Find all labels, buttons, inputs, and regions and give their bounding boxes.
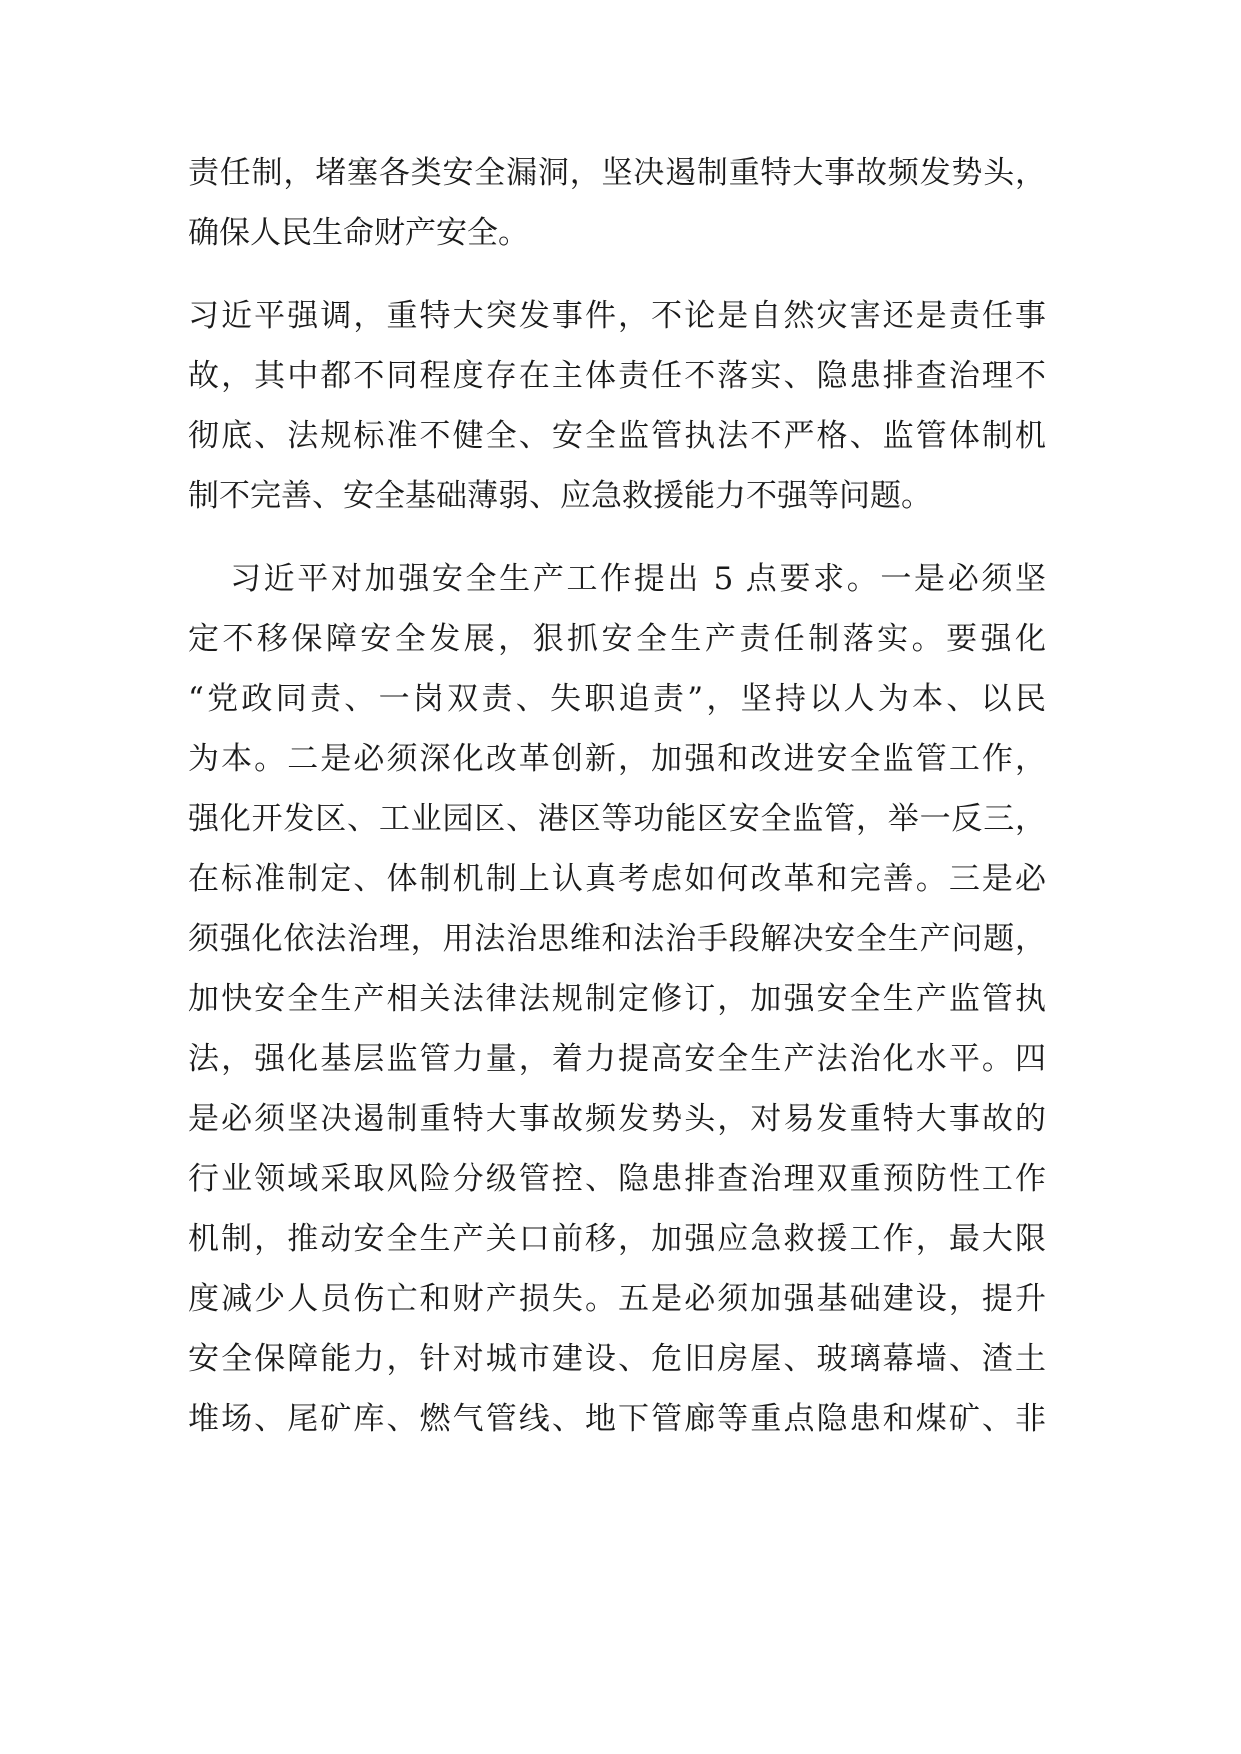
text-line: 习近平强调，重特大突发事件，不论是自然灾害还是责任事 xyxy=(188,298,1046,334)
text-line: 定不移保障安全发展，狠抓安全生产责任制落实。要强化 xyxy=(188,621,1046,657)
text-line: 行业领域采取风险分级管控、隐患排查治理双重预防性工作 xyxy=(188,1161,1046,1197)
text-line: 法，强化基层监管力量，着力提高安全生产法治化水平。四 xyxy=(188,1041,1046,1077)
text-line: 加快安全生产相关法律法规制定修订，加强安全生产监管执 xyxy=(188,981,1046,1017)
text-line: 彻底、法规标准不健全、安全监管执法不严格、监管体制机 xyxy=(188,418,1046,454)
text-line: 在标准制定、体制机制上认真考虑如何改革和完善。三是必 xyxy=(188,861,1046,897)
text-line: 须强化依法治理，用法治思维和法治手段解决安全生产问题， xyxy=(188,921,1046,957)
text-line: “党政同责、一岗双责、失职追责”，坚持以人为本、以民 xyxy=(188,681,1046,717)
text-line: 制不完善、安全基础薄弱、应急救援能力不强等问题。 xyxy=(188,478,932,514)
text-line: 责任制，堵塞各类安全漏洞，坚决遏制重特大事故频发势头， xyxy=(188,155,1046,191)
text-line: 为本。二是必须深化改革创新，加强和改进安全监管工作， xyxy=(188,741,1046,777)
text-line: 习近平对加强安全生产工作提出 5 点要求。一是必须坚 xyxy=(230,561,1046,597)
text-line: 故，其中都不同程度存在主体责任不落实、隐患排查治理不 xyxy=(188,358,1046,394)
text-line: 强化开发区、工业园区、港区等功能区安全监管，举一反三， xyxy=(188,801,1046,837)
text-line: 机制，推动安全生产关口前移，加强应急救援工作，最大限 xyxy=(188,1221,1046,1257)
text-line: 确保人民生命财产安全。 xyxy=(188,215,529,251)
text-line: 是必须坚决遏制重特大事故频发势头，对易发重特大事故的 xyxy=(188,1101,1046,1137)
text-line: 度减少人员伤亡和财产损失。五是必须加强基础建设，提升 xyxy=(188,1281,1046,1317)
text-line: 堆场、尾矿库、燃气管线、地下管廊等重点隐患和煤矿、非 xyxy=(188,1401,1046,1437)
text-line: 安全保障能力，针对城市建设、危旧房屋、玻璃幕墙、渣土 xyxy=(188,1341,1046,1377)
